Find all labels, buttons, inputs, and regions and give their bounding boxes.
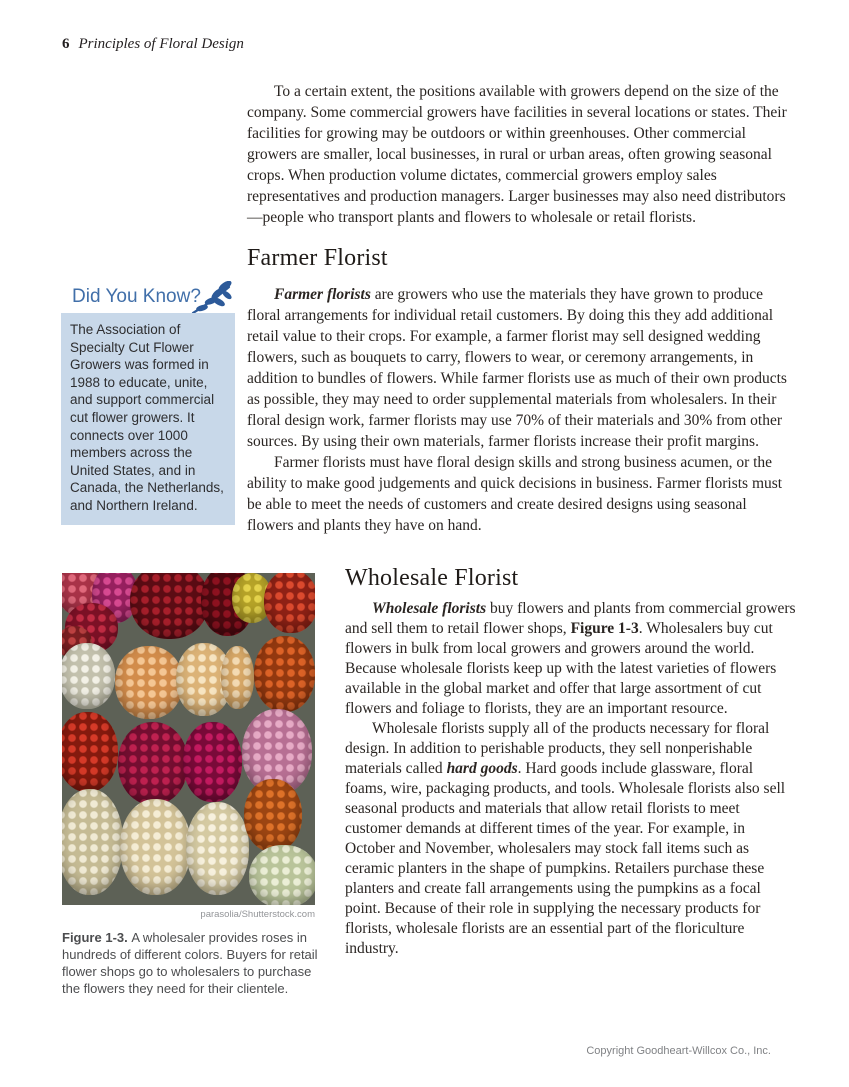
rose-bunch xyxy=(183,722,241,802)
paragraph: Wholesale florists supply all of the products necessary for floral design. In addition to perishable products, they sell nonperishable materials called hard goods. Hard goods include glassware, floral foams, wire, packaging products, and tools. Wholesale florists also sell seasonal products and materials that allow retail florists to meet customer demands at different times of the year. For example, in October and November, wholesalers may stock fall items such as ceramic planters in the shape of pumpkins. Retailers purchase these planters and create fall arrangements using the pumpkins as a focal point. Because of their role in supplying the necessary products for florists, wholesale florists are an essential part of the floriculture industry. xyxy=(345,720,786,957)
figure-caption: Figure 1-3. A wholesaler provides roses in hundreds of different colors. Buyers for retail flower shops go to wholesalers to purchase the flowers they need for their clientele. xyxy=(62,930,318,996)
copyright-line: Copyright Goodheart-Willcox Co., Inc. xyxy=(586,1045,771,1057)
wholesale-florist-body xyxy=(345,599,797,959)
rose-bunch xyxy=(130,573,208,639)
rose-bunch xyxy=(186,802,249,895)
rose-bunch xyxy=(62,643,115,709)
did-you-know-title: Did You Know? xyxy=(72,286,201,307)
farmer-florist-body xyxy=(247,284,793,536)
page-number: 6 xyxy=(62,36,70,52)
paragraph: Farmer florists must have floral design skills and strong business acumen, or the ability to make good judgements and quick decisions in business. Farmer florists must be able to meet the needs of customers and create desired designs using seasonal flowers and plants they have on hand. xyxy=(247,454,783,534)
rose-bunch xyxy=(244,779,302,852)
farmer-florist-heading: Farmer Florist xyxy=(247,245,388,271)
rose-bunch xyxy=(62,789,123,895)
book-title: Principles of Floral Design xyxy=(78,36,244,52)
wholesale-florist-heading: Wholesale Florist xyxy=(345,565,519,591)
rose-bunch xyxy=(221,646,254,709)
running-head xyxy=(62,36,244,53)
photo-credit: parasolia/Shutterstock.com xyxy=(200,909,315,920)
paragraph: To a certain extent, the positions available with growers depend on the size of the company. Some commercial growers have facilities in several locations or states. Their facilities for growing may be outdoors or within greenhouses. Other commercial growers are smaller, local businesses, in rural or urban areas, often growing seasonal crops. When production volume dictates, commercial growers employ sales representatives and production managers. Larger businesses may also need distributors—people who transport plants and flowers to wholesale or retail florists. xyxy=(247,83,787,226)
leaf-branch-icon xyxy=(187,281,235,317)
intro-paragraph xyxy=(247,81,793,228)
paragraph: Wholesale florists buy flowers and plants from commercial growers and sell them to retail flower shops, Figure 1-3. Wholesalers buy cut flowers in bulk from local growers and growers around the world. Because wholesale florists keep up with the latest varieties of flowers available in the global market and offer that large assortment of cut flowers and foliage to florists, they are an important resource. xyxy=(345,600,796,717)
rose-bunch xyxy=(115,646,183,719)
paragraph: Farmer florists are growers who use the materials they have grown to produce floral arrangements for individual retail customers. By doing this they add additional retail value to their crops. For example, a farmer florist may sell designed wedding flowers, such as bouquets to carry, flowers to wear, or ceremony arrangements, in addition to bundles of flowers. While farmer florists use as much of their own products as possible, they may need to order supplemental materials from wholesalers. In their floral design work, farmer florists may use 70% of their materials and 30% from other sources. By using their own materials, farmer florists increase their profit margins. xyxy=(247,286,787,450)
rose-bunch xyxy=(120,799,191,895)
rose-bunch xyxy=(62,712,118,792)
figure-1-3-photo xyxy=(62,573,315,905)
did-you-know-box xyxy=(61,313,235,525)
rose-bunch xyxy=(254,636,315,712)
rose-bunch xyxy=(249,845,315,905)
did-you-know-text: The Association of Specialty Cut Flower Growers was formed in 1988 to educate, unite, and support commercial cut flower growers. It connects over 1000 members across the United States, and in Canada, the Netherlands, and Northern Ireland. xyxy=(70,322,224,513)
rose-bunch xyxy=(264,573,315,633)
rose-bunch xyxy=(118,722,189,805)
